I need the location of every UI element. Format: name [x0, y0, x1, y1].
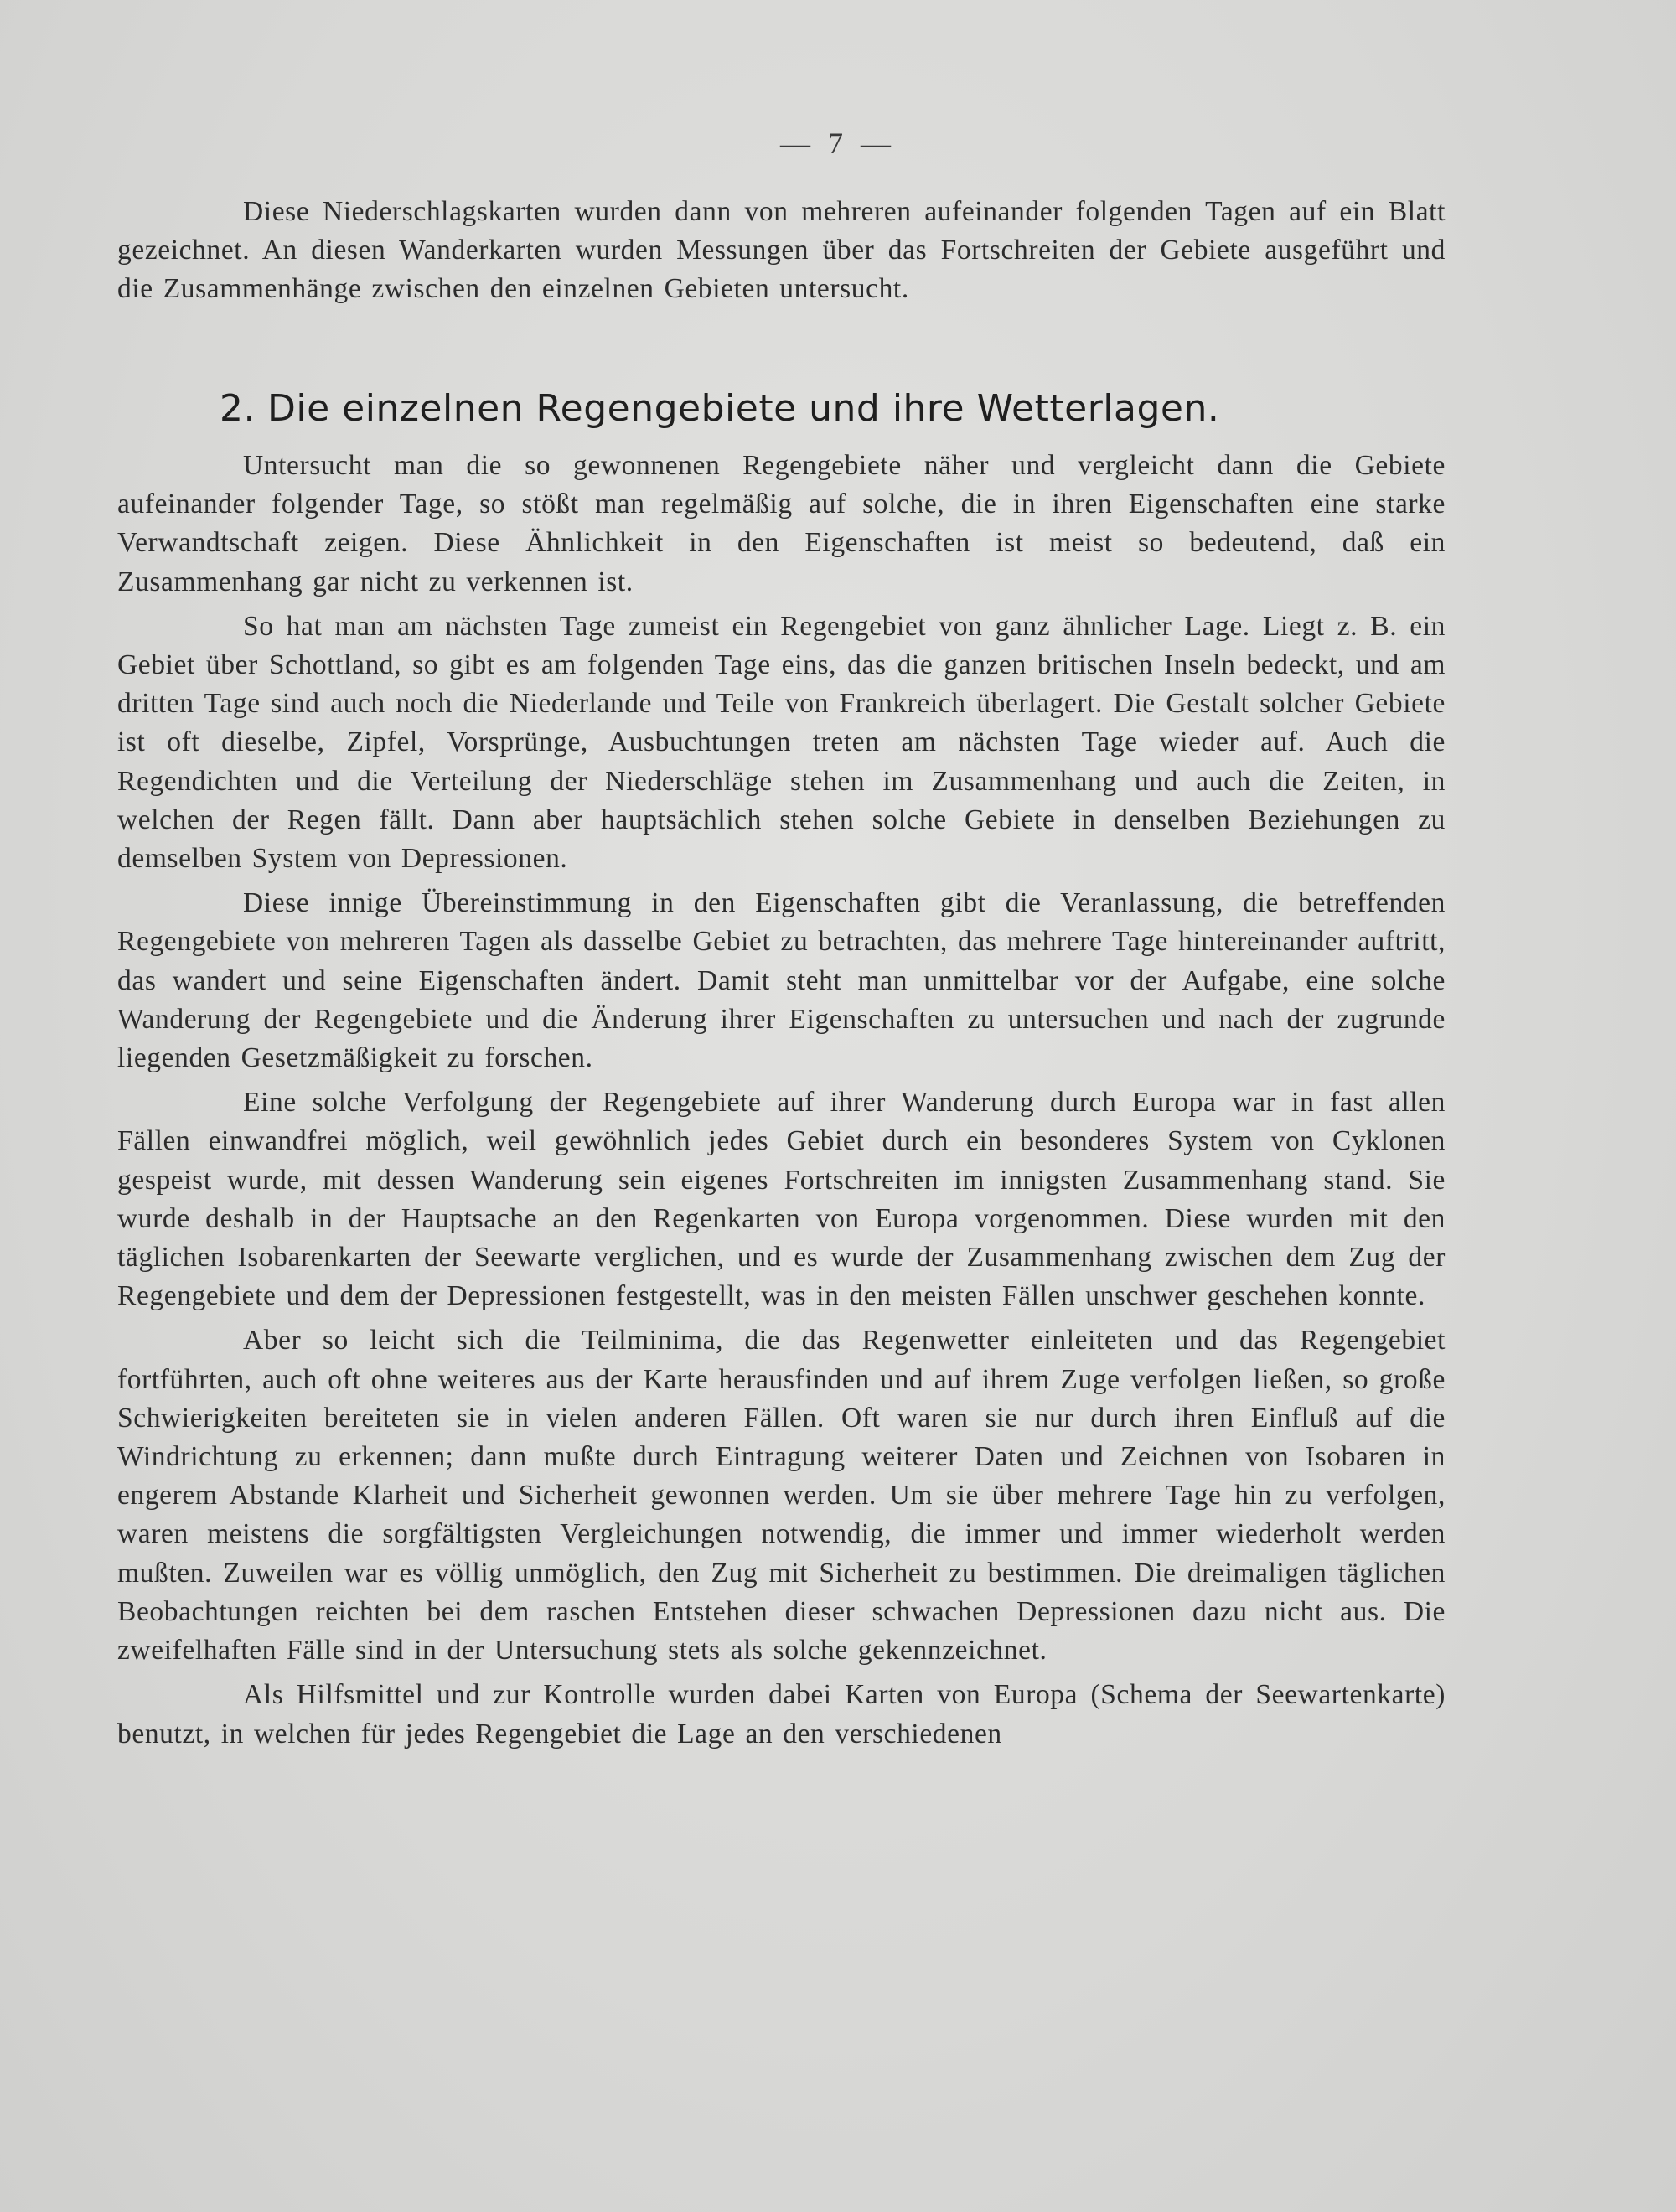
- intro-paragraph: Diese Niederschlagskarten wurden dann von mehreren aufeinander folgenden Tagen auf ein Blatt gezeichnet. An diesen Wanderkarten wurden Messungen über das Fortschreiten der Gebiete ausgeführt und die Zusammenhänge zwischen den einzelnen Gebieten untersucht.: [117, 196, 1446, 305]
- section-number: 2.: [220, 387, 256, 430]
- section-title: Die einzelnen Regengebiete und ihre Wetterlagen.: [266, 387, 1220, 430]
- body-paragraph: Diese innige Übereinstimmung in den Eigenschaften gibt die Veranlassung, die betreffenden Regengebiete von mehreren Tagen als dasselbe Gebiet zu betrachten, das mehrere Tage hintereinander auftritt, das wandert und seine Eigenschaften ändert. Damit steht man unmittelbar vor der Aufgabe, eine solche Wanderung der Regengebiete und die Änderung ihrer Eigenschaften zu untersuchen und nach der zugrunde liegenden Gesetzmäßigkeit zu forschen.: [117, 887, 1446, 1074]
- body-paragraph: So hat man am nächsten Tage zumeist ein Regengebiet von ganz ähnlicher Lage. Liegt z. B. ein Gebiet über Schottland, so gibt es am folgenden Tage eins, das die ganzen britischen Inseln bedeckt, und am dritten Tage sind auch noch die Niederlande und Teile von Frankreich überlagert. Die Gestalt solcher Gebiete ist oft dieselbe, Zipfel, Vorsprünge, Ausbuchtungen treten am nächsten Tage wieder auf. Auch die Regendichten und die Verteilung der Niederschläge stehen im Zusammenhang und auch die Zeiten, in welchen der Regen fällt. Dann aber hauptsächlich stehen solche Gebiete in denselben Beziehungen zu demselben System von Depressionen.: [117, 610, 1446, 875]
- section-heading: [220, 387, 1219, 430]
- page-number: — 7 —: [780, 127, 896, 160]
- body-paragraph: Untersucht man die so gewonnenen Regengebiete näher und vergleicht dann die Gebiete aufeinander folgender Tage, so stößt man regelmäßig auf solche, die in ihren Eigenschaften eine starke Verwandtschaft zeigen. Diese Ähnlichkeit in den Eigenschaften ist meist so bedeutend, daß ein Zusammenhang gar nicht zu verkennen ist.: [117, 450, 1446, 597]
- body-paragraph: Eine solche Verfolgung der Regengebiete auf ihrer Wanderung durch Europa war in fast allen Fällen einwandfrei möglich, weil gewöhnlich jedes Gebiet durch ein besonderes System von Cyklonen gespeist wurde, mit dessen Wanderung sein eigenes Fortschreiten im innigsten Zusammenhang stand. Sie wurde deshalb in der Hauptsache an den Regenkarten von Europa vorgenommen. Diese wurden mit den täglichen Isobarenkarten der Seewarte verglichen, und es wurde der Zusammenhang zwischen dem Zug der Regengebiete und dem der Depressionen festgestellt, was in den meisten Fällen unschwer geschehen konnte.: [117, 1087, 1446, 1312]
- body-paragraph: Als Hilfsmittel und zur Kontrolle wurden dabei Karten von Europa (Schema der Seewartenkarte) benutzt, in welchen für jedes Regengebiet die Lage an den verschiedenen: [117, 1679, 1446, 1749]
- intro-text-block: [117, 193, 1446, 309]
- body-paragraph: Aber so leicht sich die Teilminima, die das Regenwetter einleiteten und das Regengebiet fortführten, auch oft ohne weiteres aus der Karte herausfinden und auf ihrem Zuge verfolgen ließen, so große Schwierigkeiten bereiteten sie in vielen anderen Fällen. Oft waren sie nur durch ihren Einfluß auf die Windrichtung zu erkennen; dann mußte durch Eintragung weiterer Daten und Zeichnen von Isobaren in engerem Abstande Klarheit und Sicherheit gewonnen werden. Um sie über mehrere Tage hin zu verfolgen, waren meistens die sorgfältigsten Vergleichungen notwendig, die immer und immer wiederholt werden mußten. Zuweilen war es völlig unmöglich, den Zug mit Sicherheit zu bestimmen. Die dreimaligen täglichen Beobachtungen reichten bei dem raschen Entstehen dieser schwachen Depressionen dazu nicht aus. Die zweifelhaften Fälle sind in der Untersuchung stets als solche gekennzeichnet.: [117, 1325, 1446, 1667]
- section-body: [117, 447, 1446, 1754]
